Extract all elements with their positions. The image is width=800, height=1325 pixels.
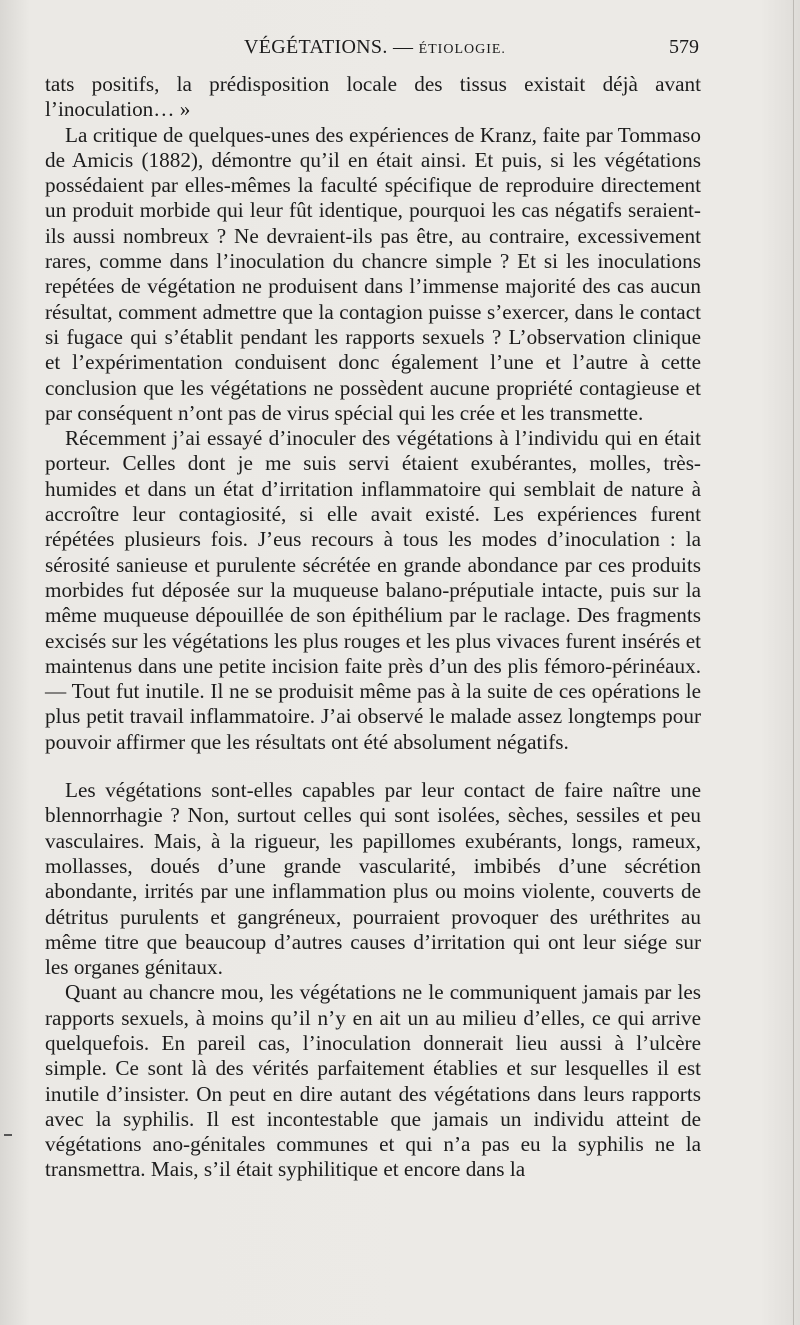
page-edge-line [793, 0, 794, 1325]
section-gap [45, 755, 701, 778]
body-text [45, 72, 701, 1183]
running-title [244, 36, 506, 59]
running-title-main: VÉGÉTATIONS. — [244, 36, 414, 58]
paragraph-experiment: Récemment j’ai essayé d’inoculer des végétations à l’individu qui en était porteur. Celles dont je me suis servi étaient exubérantes, molles, très-humides et dans un état d’irritation inflammatoire qui semblait de nature à accroître leur contagiosité, si elle avait existé. Les expériences furent répétées plusieurs fois. J’eus recours à tous les modes d’inoculation : la sérosité sanieuse et purulente sécrétée en grande abondance par ces produits morbides fut déposée sur la muqueuse balano-préputiale intacte, puis sur la même muqueuse dépouillée de son épithélium par le raclage. Des fragments excisés sur les végétations les plus rouges et les plus vivaces furent insérés et maintenus dans une petite incision faite près d’un des plis fémoro-périnéaux. — Tout fut inutile. Il ne se produisit même pas à la suite de ces opérations le plus petit travail inflammatoire. J’ai observé le malade assez longtemps pour pouvoir affirmer que les résultats ont été absolument négatifs. [45, 426, 701, 754]
page-header [0, 36, 800, 66]
margin-mark [4, 1134, 12, 1136]
running-title-subtitle: ÉTIOLOGIE. [418, 42, 506, 57]
paragraph-critique: La critique de quelques-unes des expériences de Kranz, faite par Tommaso de Amicis (1882), démontre qu’il en était ainsi. Et puis, si les végétations possédaient par elles-mêmes la faculté spécifique de reproduire directement un produit morbide qui leur fût identique, pourquoi les cas négatifs seraient-ils aussi nombreux ? Ne devraient-ils pas être, au contraire, excessivement rares, comme dans l’inoculation du chancre simple ? Et si les inoculations repétées de végétation ne produisent dans l’immense majorité des cas aucun résultat, comment admettre que la contagion puisse s’exercer, dans le contact si fugace qui s’établit pendant les rapports sexuels ? L’observation clinique et l’expérimentation conduisent donc également l’une et l’autre à cette conclusion que les végétations ne possèdent aucune propriété contagieuse et par conséquent n’ont pas de virus spécial qui les crée et les transmette. [45, 122, 701, 425]
page-number: 579 [669, 36, 699, 58]
paragraph-chancre: Quant au chancre mou, les végétations ne le communiquent jamais par les rapports sexuels, à moins qu’il n’y en ait un au milieu d’elles, ce qui arrive quelquefois. En pareil cas, l’inoculation donnerait lieu aussi à l’ulcère simple. Ce sont là des vérités parfaitement établies et sur lesquelles il est inutile d’insister. On peut en dire autant des végétations dans leurs rapports avec la syphilis. Il est incontestable que jamais un individu atteint de végétations ano-génitales communes et qui n’a pas eu la syphilis ne la transmettra. Mais, s’il était syphilitique et encore dans la [45, 980, 701, 1182]
paragraph-blennorrhagia: Les végétations sont-elles capables par leur contact de faire naître une blennorrhagie ? Non, surtout celles qui sont isolées, sèches, sessiles et peu vasculaires. Mais, à la rigueur, les papillomes exubérants, longs, rameux, mollasses, doués d’une grande vascularité, imbibés d’une sécrétion abondante, irrités par une inflammation plus ou moins violente, couverts de détritus purulents et gangréneux, pourraient provoquer des uréthrites au même titre que beaucoup d’autres causes d’irritation qui ont leur siége sur les organes génitaux. [45, 778, 701, 980]
paragraph-continuation: tats positifs, la prédisposition locale des tissus existait déjà avant l’inoculation… » [45, 72, 701, 122]
